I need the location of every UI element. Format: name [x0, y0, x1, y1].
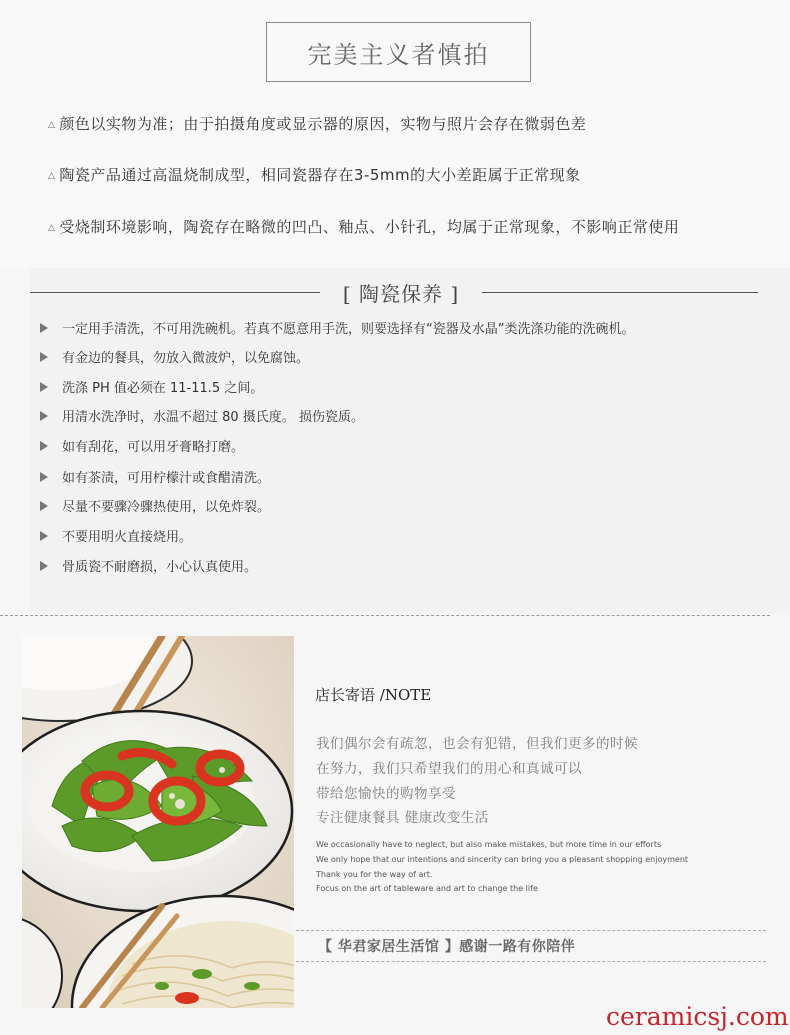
arrow-bullet-icon — [40, 561, 48, 571]
triangle-bullet-icon: △ — [48, 171, 56, 181]
arrow-bullet-icon — [40, 323, 48, 333]
care-item — [40, 347, 309, 366]
care-item-text: 有金边的餐具，勿放入微波炉，以免腐蚀。 — [62, 351, 310, 366]
arrow-bullet-icon — [40, 531, 48, 541]
note-en-line: We occasionally have to neglect, but also make mistakes, but more time in our efforts — [316, 840, 662, 849]
note-en-line: Thank you for the way of art. — [316, 870, 433, 879]
care-item — [40, 406, 364, 425]
note-cn-line: 在努力，我们只希望我们的用心和真诚可以 — [316, 761, 582, 777]
care-item — [40, 556, 257, 575]
page-title: 完美主义者慎拍 — [266, 22, 531, 82]
arrow-bullet-icon — [40, 501, 48, 511]
notice-item — [48, 113, 586, 134]
divider-line — [30, 292, 320, 293]
arrow-bullet-icon — [40, 441, 48, 451]
care-item — [40, 467, 270, 486]
care-item-text: 用清水洗净时，水温不超过 80 摄氏度。 损伤瓷质。 — [62, 410, 364, 425]
note-en-line: We only hope that our intentions and sincerity can bring you a pleasant shopping enjoyment — [316, 855, 689, 864]
notice-text: 颜色以实物为准；由于拍摄角度或显示器的原因，实物与照片会存在微弱色差 — [59, 115, 587, 133]
note-en-line: Focus on the art of tableware and art to change the life — [316, 884, 538, 893]
dashed-divider — [0, 615, 770, 616]
care-item-text: 骨质瓷不耐磨损，小心认真使用。 — [62, 560, 258, 575]
care-title: [ 陶瓷保养 ] — [342, 282, 460, 306]
salad-plate-illustration — [22, 636, 294, 1008]
care-item-text: 尽量不要骤冷骤热使用，以免炸裂。 — [62, 500, 271, 515]
arrow-bullet-icon — [40, 472, 48, 482]
care-item-text: 如有茶渍，可用柠檬汁或食醋清洗。 — [62, 471, 271, 486]
care-item-text: 一定用手清洗，不可用洗碗机。若真不愿意用手洗，则要选择有“瓷器及水晶”类洗涤功能的洗碗机。 — [62, 322, 635, 337]
watermark: ceramicsj.com — [606, 1002, 789, 1031]
triangle-bullet-icon: △ — [48, 223, 56, 233]
care-item — [40, 318, 634, 337]
note-cn-line: 我们偶尔会有疏忽，也会有犯错，但我们更多的时候 — [316, 736, 638, 752]
care-item — [40, 496, 270, 515]
thanks-banner: 【 华君家居生活馆 】感谢一路有你陪伴 — [296, 930, 766, 962]
notice-text: 受烧制环境影响，陶瓷存在略微的凹凸、釉点、小针孔，均属于正常现象，不影响正常使用 — [59, 218, 680, 236]
care-item — [40, 377, 263, 396]
care-item — [40, 526, 192, 545]
divider-line — [482, 292, 758, 293]
arrow-bullet-icon — [40, 411, 48, 421]
triangle-bullet-icon: △ — [48, 120, 56, 130]
notice-item — [48, 216, 679, 237]
arrow-bullet-icon — [40, 352, 48, 362]
care-item-text: 不要用明火直接烧用。 — [62, 530, 193, 545]
product-photo — [22, 636, 294, 1008]
note-cn-line: 带给您愉快的购物享受 — [316, 786, 456, 802]
care-header — [0, 278, 790, 308]
care-item-text: 洗涤 PH 值必须在 11-11.5 之间。 — [62, 381, 264, 396]
care-item — [40, 436, 244, 455]
notice-item — [48, 164, 581, 185]
note-heading: 店长寄语 /NOTE — [315, 686, 432, 704]
arrow-bullet-icon — [40, 382, 48, 392]
note-cn-line: 专注健康餐具 健康改变生活 — [316, 810, 489, 826]
care-item-text: 如有刮花，可以用牙膏略打磨。 — [62, 440, 245, 455]
notice-text: 陶瓷产品通过高温烧制成型，相同瓷器存在3-5mm的大小差距属于正常现象 — [59, 166, 581, 184]
